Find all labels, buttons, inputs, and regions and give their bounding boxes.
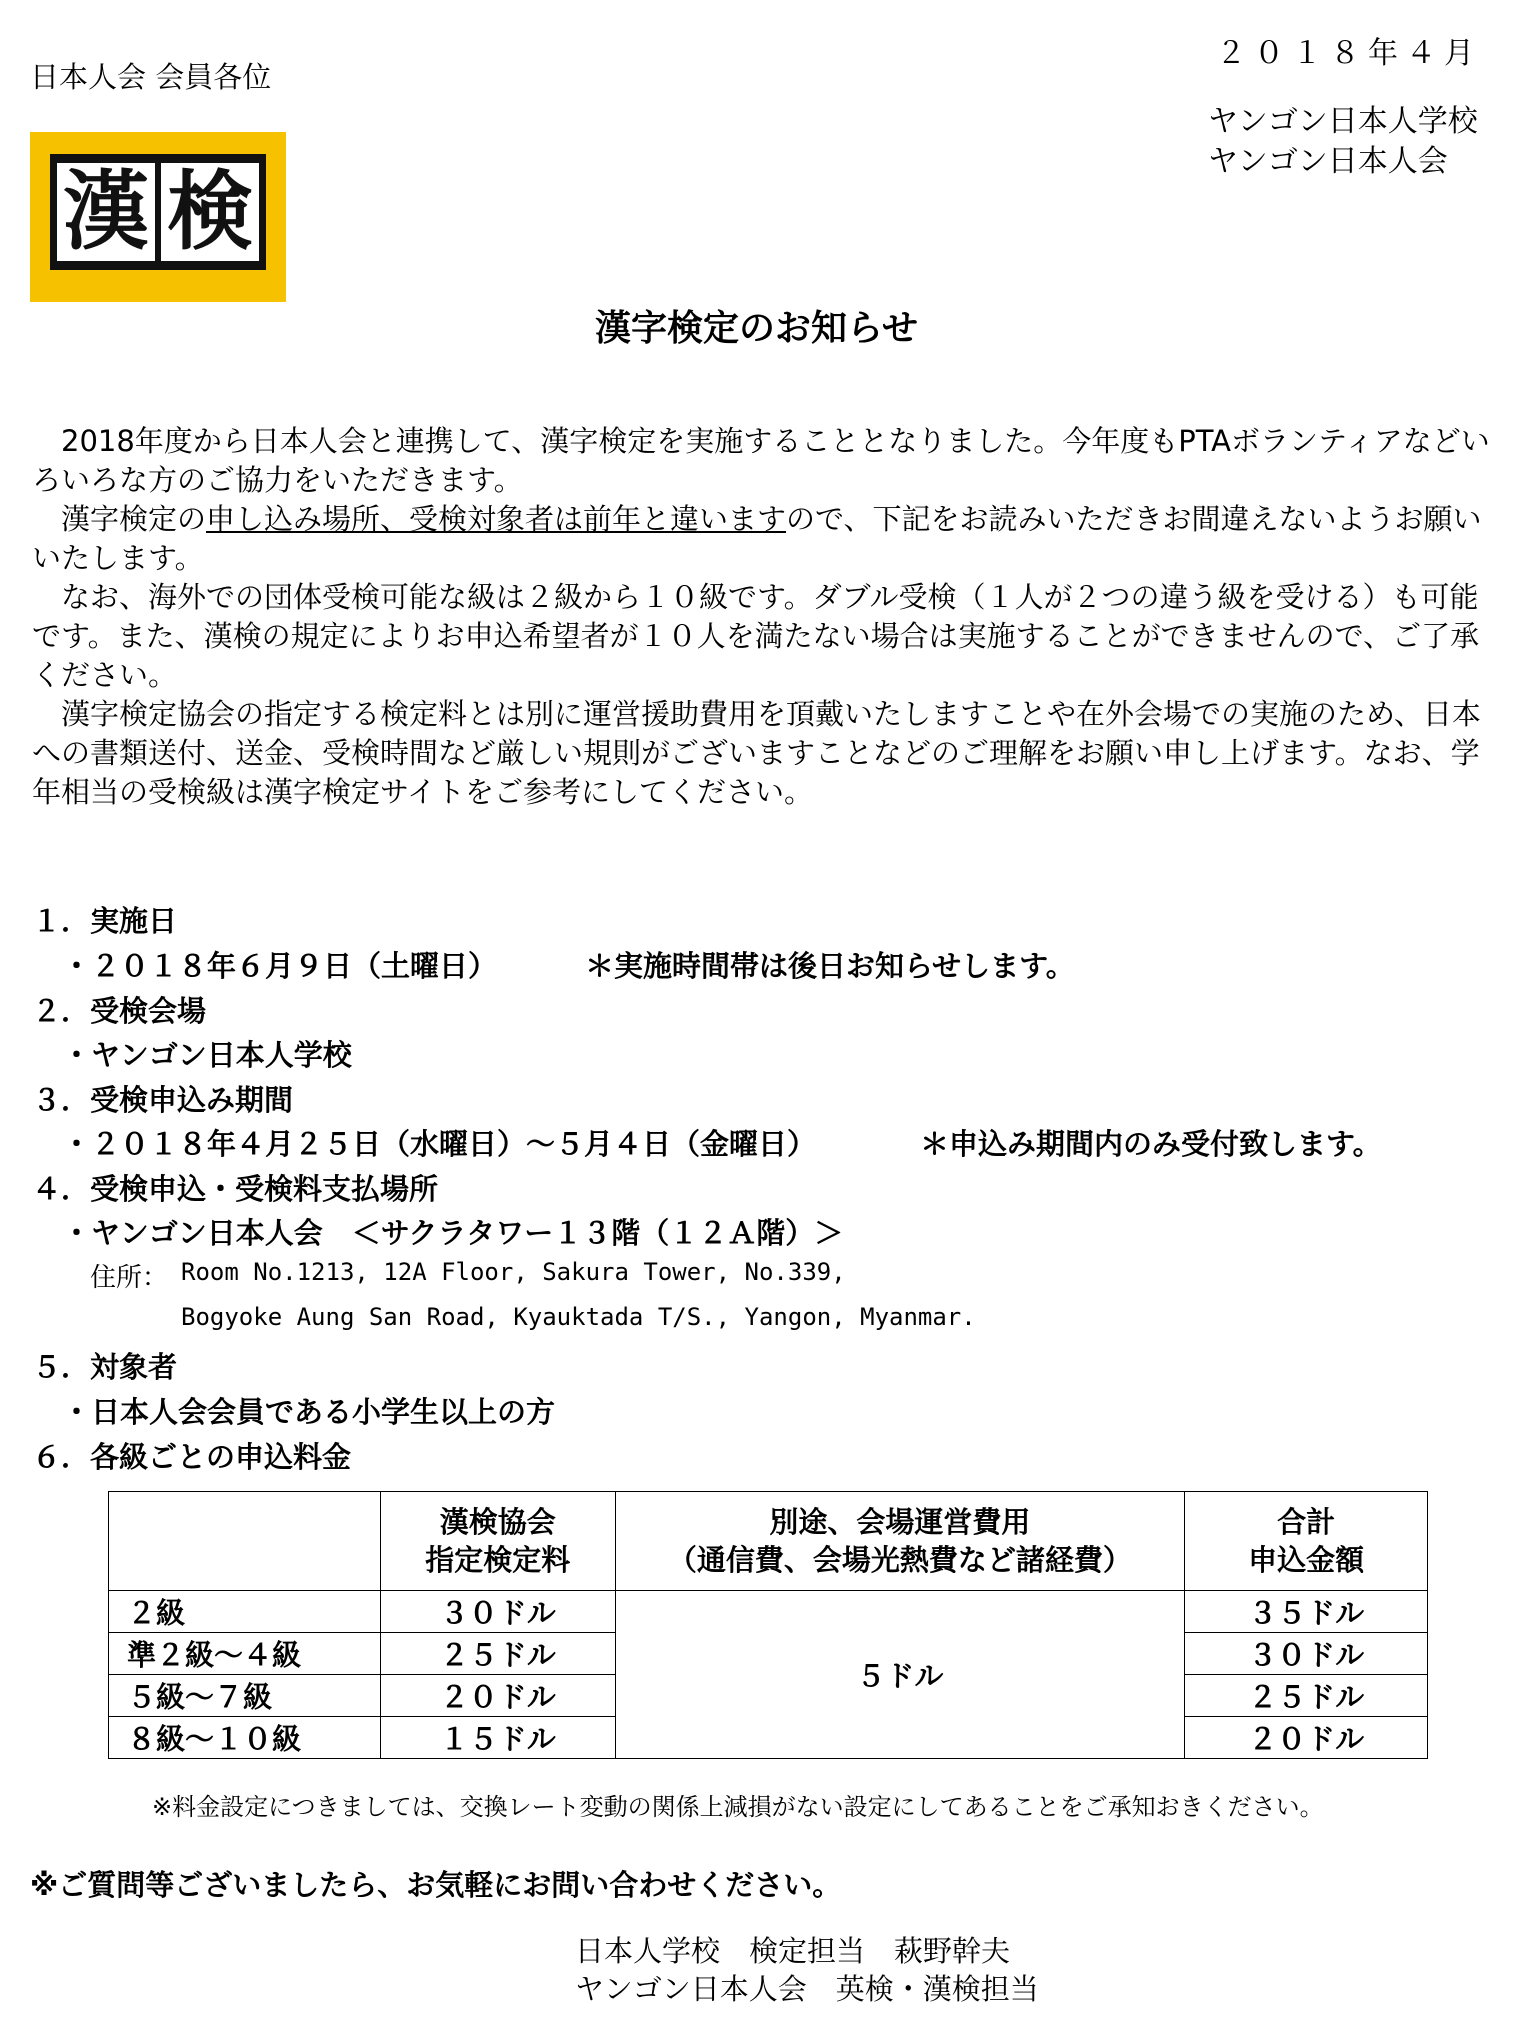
fee-table bbox=[108, 1491, 1428, 1759]
address-label: 住所： bbox=[90, 1263, 169, 1293]
sender-school: ヤンゴン日本人学校 bbox=[1208, 104, 1478, 139]
section-2-item: ・ヤンゴン日本人学校 bbox=[62, 1038, 352, 1072]
intro-p2-underlined: 申し込み場所、受検対象者は前年と違います bbox=[206, 502, 787, 536]
intro-paragraph-4: 漢字検定協会の指定する検定料とは別に運営援助費用を頂戴いたしますことや在外会場での実施のため、日本への書類送付、送金、受検時間など厳しい規則がございますことなどのご理解をお願い申し上げます。なお、学年相当の受検級は漢字検定サイトをご参考にしてください。 bbox=[32, 697, 1481, 809]
closing-line: ※ご質問等ございましたら、お気軽にお問い合わせください。 bbox=[30, 1868, 842, 1902]
grade-cell: ８級～１０級 bbox=[109, 1717, 381, 1759]
kanken-logo bbox=[30, 132, 286, 302]
section-3-heading: ３．受検申込み期間 bbox=[32, 1083, 294, 1117]
header-operating-fee-line2: （通信費、会場光熱費など諸経費） bbox=[667, 1543, 1132, 1577]
section-2-heading: ２．受検会場 bbox=[32, 994, 207, 1028]
section-4-item: ・ヤンゴン日本人会 ＜サクラタワー１３階（１２Ａ階）＞ bbox=[62, 1216, 844, 1250]
header-total-line2: 申込金額 bbox=[1248, 1543, 1365, 1577]
header-total bbox=[1185, 1492, 1428, 1591]
section-5-heading: ５．対象者 bbox=[32, 1350, 178, 1384]
kanken-logo-char-kan: 漢 bbox=[57, 163, 155, 261]
contact-line-1: 日本人学校 検定担当 萩野幹夫 bbox=[575, 1934, 1011, 1968]
section-6-heading: ６．各級ごとの申込料金 bbox=[32, 1440, 352, 1474]
section-1-item: ・２０１８年６月９日（土曜日） bbox=[62, 949, 498, 983]
address-line-1: Room No.1213, 12A Floor, Sakura Tower, No.339, bbox=[181, 1258, 846, 1286]
total-cell: ２５ドル bbox=[1185, 1675, 1428, 1717]
exam-fee-cell: ３０ドル bbox=[380, 1591, 615, 1633]
sender-block bbox=[1208, 102, 1478, 182]
section-1-heading: １．実施日 bbox=[32, 904, 178, 938]
fee-table-header-row bbox=[109, 1492, 1428, 1591]
kanken-logo-char-ken: 検 bbox=[161, 163, 259, 261]
section-5-item: ・日本人会会員である小学生以上の方 bbox=[62, 1395, 556, 1429]
fee-note: ※料金設定につきましては、交換レート変動の関係上減損がない設定にしてあることをご承知おきください。 bbox=[152, 1793, 1324, 1821]
intro-paragraph-1: 2018年度から日本人会と連携して、漢字検定を実施することとなりました。今年度もPTAボランティアなどいろいろな方のご協力をいただきます。 bbox=[32, 424, 1490, 497]
exam-fee-cell: ２０ドル bbox=[380, 1675, 615, 1717]
document-date: ２０１８年４月 bbox=[1216, 36, 1482, 71]
sender-association: ヤンゴン日本人会 bbox=[1208, 144, 1448, 179]
operating-fee-cell: ５ドル bbox=[615, 1591, 1185, 1759]
intro-text bbox=[32, 422, 1502, 812]
intro-paragraph-3: なお、海外での団体受検可能な級は２級から１０級です。ダブル受検（１人が２つの違う級を受ける）も可能です。また、漢検の規定によりお申込希望者が１０人を満たない場合は実施することができませんので、ご了承ください。 bbox=[32, 580, 1480, 692]
exam-fee-cell: ２５ドル bbox=[380, 1633, 615, 1675]
address-line-2: Bogyoke Aung San Road, Kyauktada T/S., Yangon, Myanmar. bbox=[181, 1303, 976, 1331]
intro-p2-after: ので、下記をお読みいただきお間違えないようお願いいたします。 bbox=[32, 502, 1482, 575]
page-title: 漢字検定のお知らせ bbox=[595, 308, 918, 349]
section-3-note: ＊申込み期間内のみ受付致します。 bbox=[920, 1127, 1382, 1161]
section-3-item: ・２０１８年４月２５日（水曜日）～５月４日（金曜日） bbox=[62, 1127, 817, 1161]
kanken-logo-frame bbox=[50, 154, 266, 270]
header-exam-fee-line2: 指定検定料 bbox=[425, 1543, 571, 1577]
intro-paragraph-2 bbox=[32, 500, 1502, 578]
header-exam-fee-line1: 漢検協会 bbox=[439, 1505, 556, 1539]
total-cell: ３５ドル bbox=[1185, 1591, 1428, 1633]
header-operating-fee bbox=[615, 1492, 1185, 1591]
header-grade bbox=[109, 1492, 381, 1591]
table-row bbox=[109, 1591, 1428, 1633]
contact-line-2: ヤンゴン日本人会 英検・漢検担当 bbox=[575, 1972, 1039, 2006]
grade-cell: 準２級～４級 bbox=[109, 1633, 381, 1675]
section-1-note: ＊実施時間帯は後日お知らせします。 bbox=[585, 949, 1075, 983]
section-4-heading: ４．受検申込・受検料支払場所 bbox=[32, 1172, 439, 1206]
total-cell: ２０ドル bbox=[1185, 1717, 1428, 1759]
total-cell: ３０ドル bbox=[1185, 1633, 1428, 1675]
intro-p2-before: 漢字検定の bbox=[61, 502, 207, 536]
header-exam-fee bbox=[380, 1492, 615, 1591]
grade-cell: ２級 bbox=[109, 1591, 381, 1633]
header-total-line1: 合計 bbox=[1277, 1505, 1336, 1539]
exam-fee-cell: １５ドル bbox=[380, 1717, 615, 1759]
recipient-line: 日本人会 会員各位 bbox=[30, 60, 272, 94]
grade-cell: ５級～７級 bbox=[109, 1675, 381, 1717]
header-operating-fee-line1: 別途、会場運営費用 bbox=[769, 1505, 1031, 1539]
